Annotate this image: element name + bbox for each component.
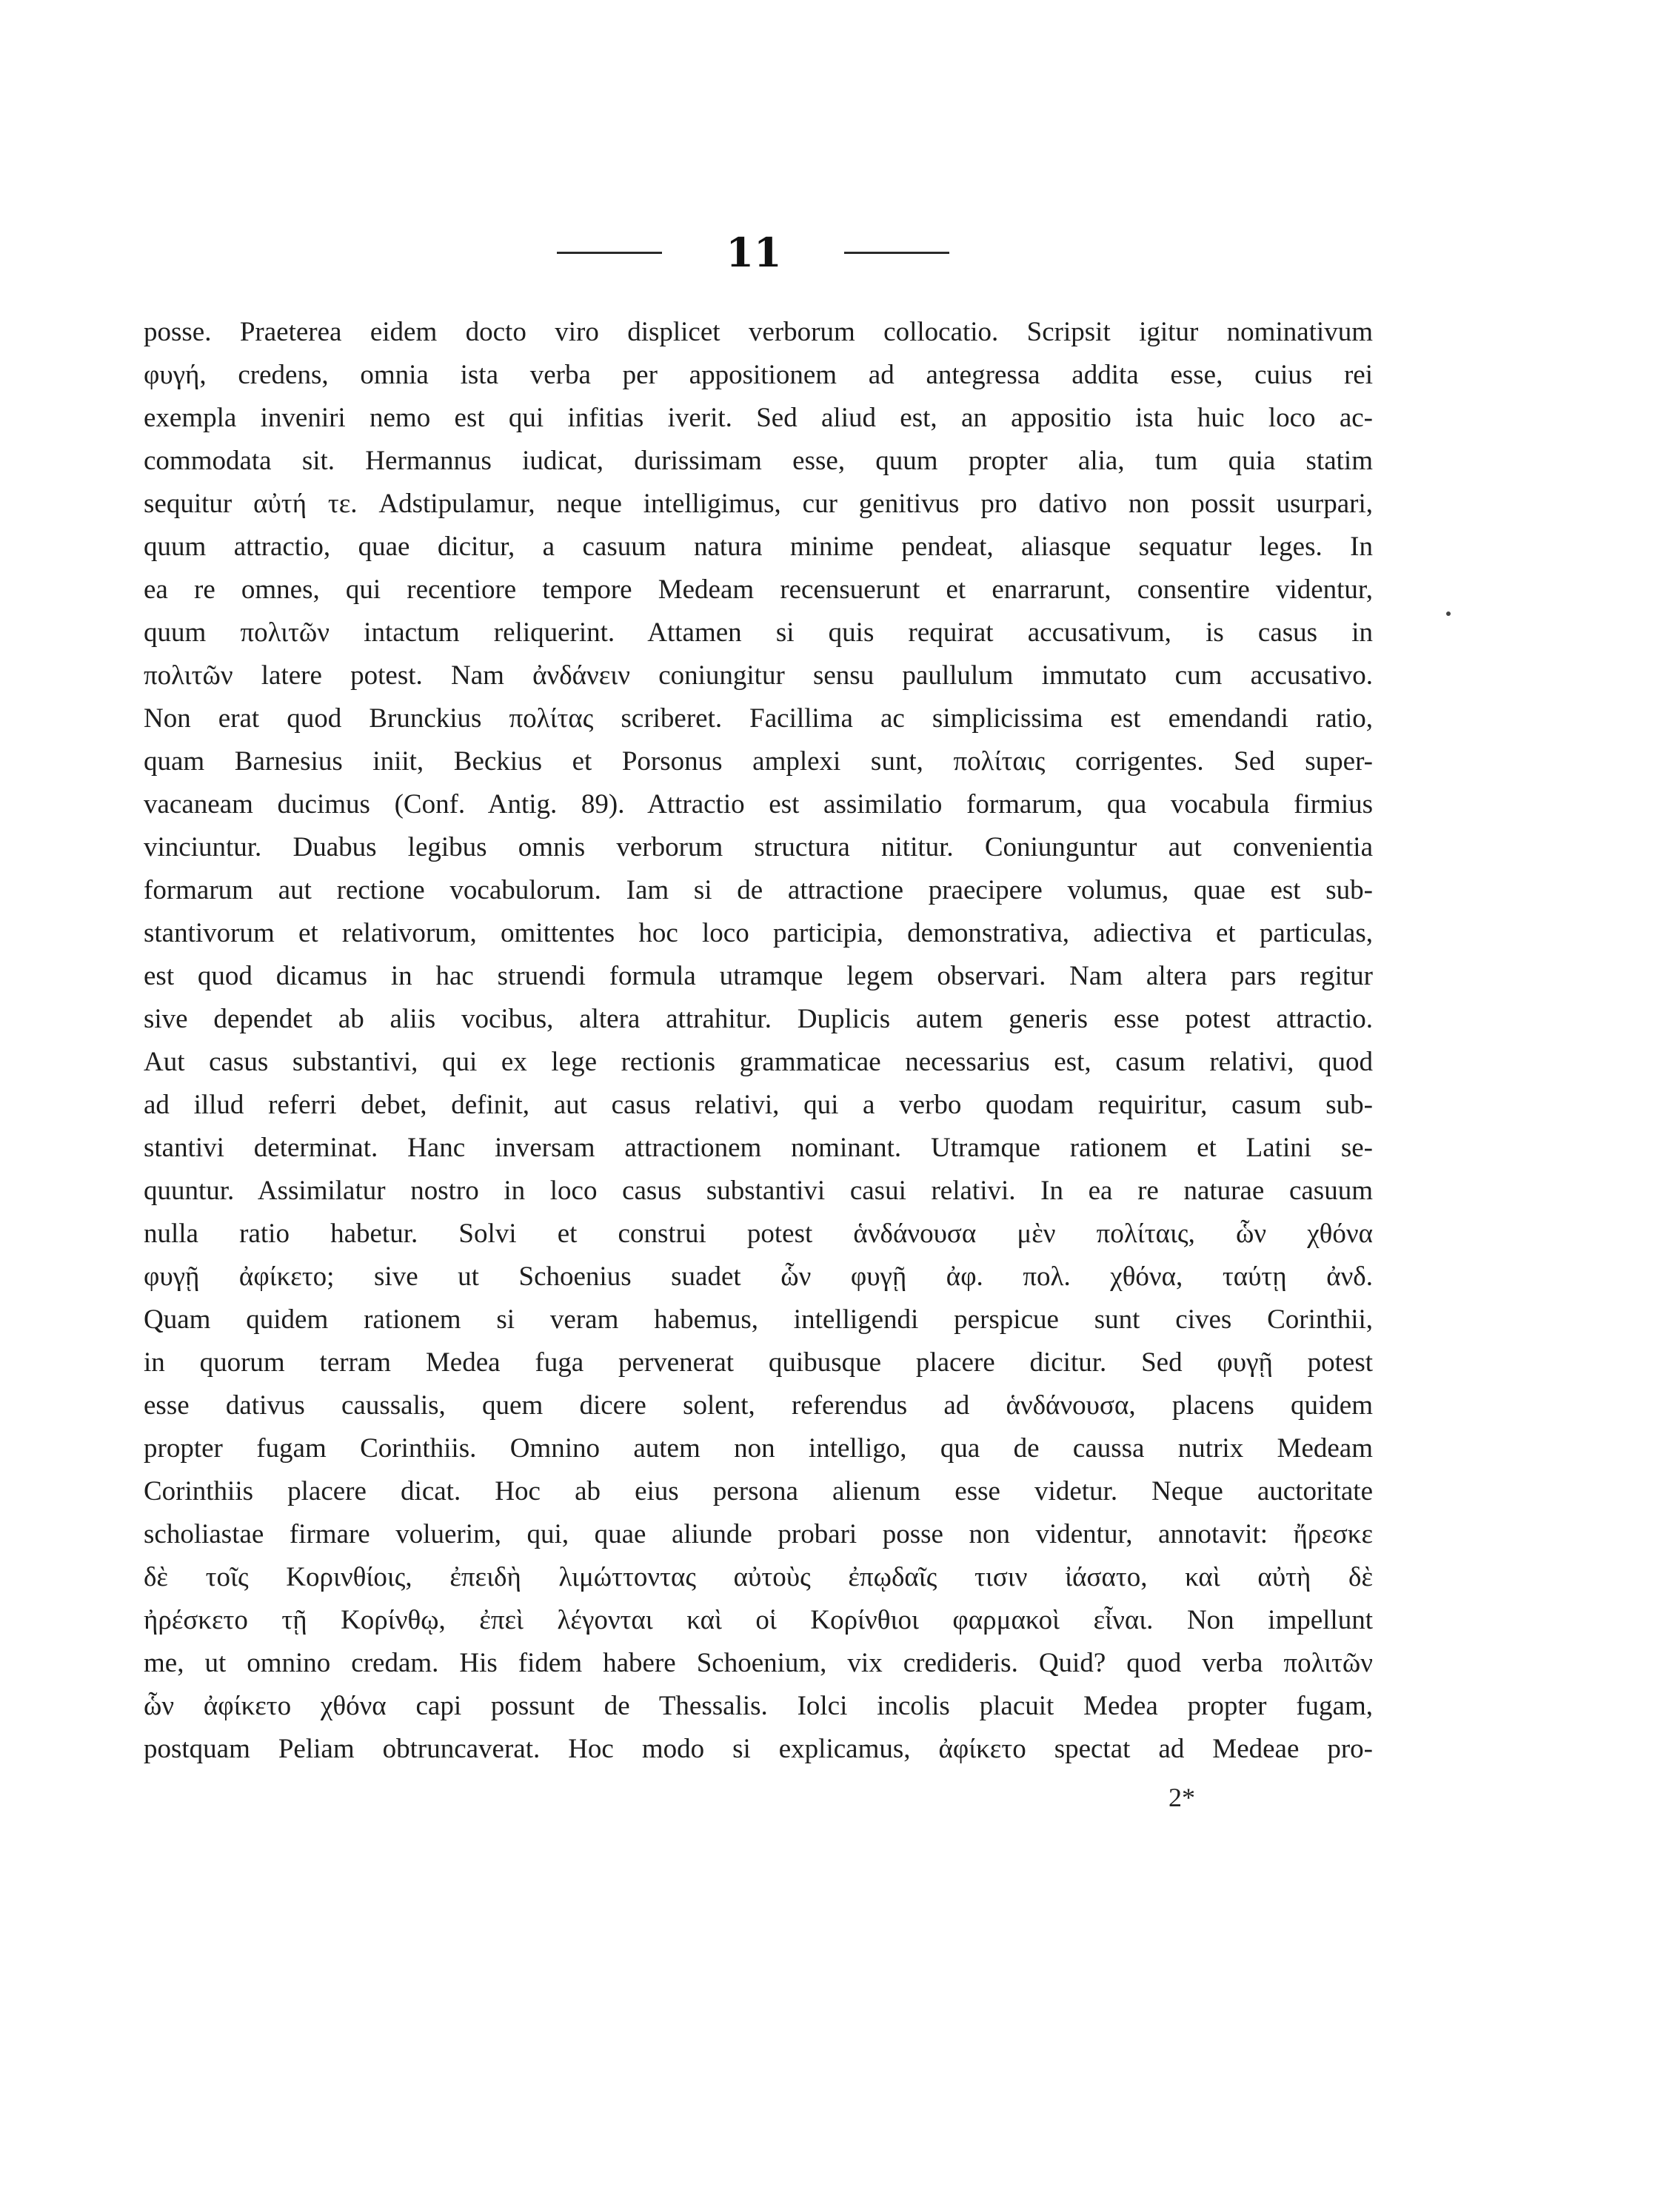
text-line: ea re omnes, qui recentiore tempore Medeam recensuerunt et enarrarunt, consentire videntur, [144,574,1373,605]
text-line: Non erat quod Brunckius πολίτας scriberet. Facillima ac simplicissima est emendandi ratio, [144,703,1373,734]
text-line: φυγῇ ἀφίκετο; sive ut Schoenius suadet ὧν φυγῇ ἀφ. πολ. χθόνα, ταύτῃ ἀνδ. [144,1261,1373,1292]
text-line: vinciuntur. Duabus legibus omnis verborum structura nititur. Coniunguntur aut convenientia [144,832,1373,862]
text-line: Quam quidem rationem si veram habemus, intelligendi perspicue sunt cives Corinthii, [144,1304,1373,1335]
text-line: quum πολιτῶν intactum reliquerint. Attamen si quis requirat accusativum, is casus in [144,617,1373,648]
text-line: φυγή, credens, omnia ista verba per appositionem ad antegressa addita esse, cuius rei [144,360,1373,390]
text-line: quuntur. Assimilatur nostro in loco casus substantivi casui relativi. In ea re naturae casuum [144,1176,1373,1206]
text-line: stantivi determinat. Hanc inversam attractionem nominant. Utramque rationem et Latini se- [144,1133,1373,1163]
text-line: me, ut omnino credam. His fidem habere Schoenium, vix credideris. Quid? quod verba πολιτῶν [144,1648,1373,1678]
text-line: quum attractio, quae dicitur, a casuum natura minime pendeat, aliasque sequatur leges. In [144,532,1373,562]
text-line: ἠρέσκετο τῇ Κορίνθῳ, ἐπεὶ λέγονται καὶ οἱ Κορίνθιοι φαρμακοὶ εἶναι. Non impellunt [144,1605,1373,1635]
text-line: sive dependet ab aliis vocibus, altera attrahitur. Duplicis autem generis esse potest attractio. [144,1004,1373,1034]
text-line: vacaneam ducimus (Conf. Antig. 89). Attractio est assimilatio formarum, qua vocabula firmius [144,789,1373,820]
text-line: exempla inveniri nemo est qui infitias iverit. Sed aliud est, an appositio ista huic loco ac- [144,403,1373,433]
body-text [144,311,1373,1771]
header-rule-right [844,252,949,254]
print-speck [1446,611,1451,616]
text-line: in quorum terram Medea fuga pervenerat quibusque placere dicitur. Sed φυγῇ potest [144,1347,1373,1378]
text-line: scholiastae firmare voluerim, qui, quae aliunde probari posse non videntur, annotavit: ἤρεσκε [144,1519,1373,1549]
text-line: nulla ratio habetur. Solvi et construi potest ἁνδάνουσα μὲν πολίταις, ὧν χθόνα [144,1219,1373,1249]
text-line: Corinthiis placere dicat. Hoc ab eius persona alienum esse videtur. Neque auctoritate [144,1476,1373,1506]
text-line: esse dativus caussalis, quem dicere solent, referendus ad ἁνδάνουσα, placens quidem [144,1390,1373,1421]
text-line: ὧν ἀφίκετο χθόνα capi possunt de Thessalis. Iolci incolis placuit Medea propter fugam, [144,1691,1373,1721]
text-line: stantivorum et relativorum, omittentes hoc loco participia, demonstrativa, adiectiva et particulas, [144,918,1373,948]
text-line: πολιτῶν latere potest. Nam ἀνδάνειν coniungitur sensu paullulum immutato cum accusativo. [144,660,1373,691]
text-line: δὲ τοῖς Κορινθίοις, ἐπειδὴ λιμώττοντας αὐτοὺς ἐπῳδαῖς τισιν ἰάσατο, καὶ αὐτὴ δὲ [144,1562,1373,1592]
text-line: posse. Praeterea eidem docto viro displicet verborum collocatio. Scripsit igitur nominativum [144,317,1373,347]
page-number: 11 [726,229,782,276]
signature-mark: 2* [1168,1783,1195,1812]
text-line: est quod dicamus in hac struendi formula utramque legem observari. Nam altera pars regitur [144,961,1373,991]
header-rule-left [557,252,662,254]
text-line: Aut casus substantivi, qui ex lege rectionis grammaticae necessarius est, casum relativi, quod [144,1047,1373,1077]
text-line: formarum aut rectione vocabulorum. Iam si de attractione praecipere volumus, quae est sub- [144,875,1373,905]
text-line: quam Barnesius iniit, Beckius et Porsonus amplexi sunt, πολίταις corrigentes. Sed super- [144,746,1373,777]
text-line: sequitur αὐτή τε. Adstipulamur, neque intelligimus, cur genitivus pro dativo non possit usurpari, [144,489,1373,519]
text-line: commodata sit. Hermannus iudicat, durissimam esse, quum propter alia, tum quia statim [144,446,1373,476]
text-line: postquam Peliam obtruncaverat. Hoc modo si explicamus, ἀφίκετο spectat ad Medeae pro- [144,1734,1373,1764]
text-line: propter fugam Corinthiis. Omnino autem non intelligo, qua de caussa nutrix Medeam [144,1433,1373,1464]
text-line: ad illud referri debet, definit, aut casus relativi, qui a verbo quodam requiritur, casum sub- [144,1090,1373,1120]
page-header [0,219,1655,286]
